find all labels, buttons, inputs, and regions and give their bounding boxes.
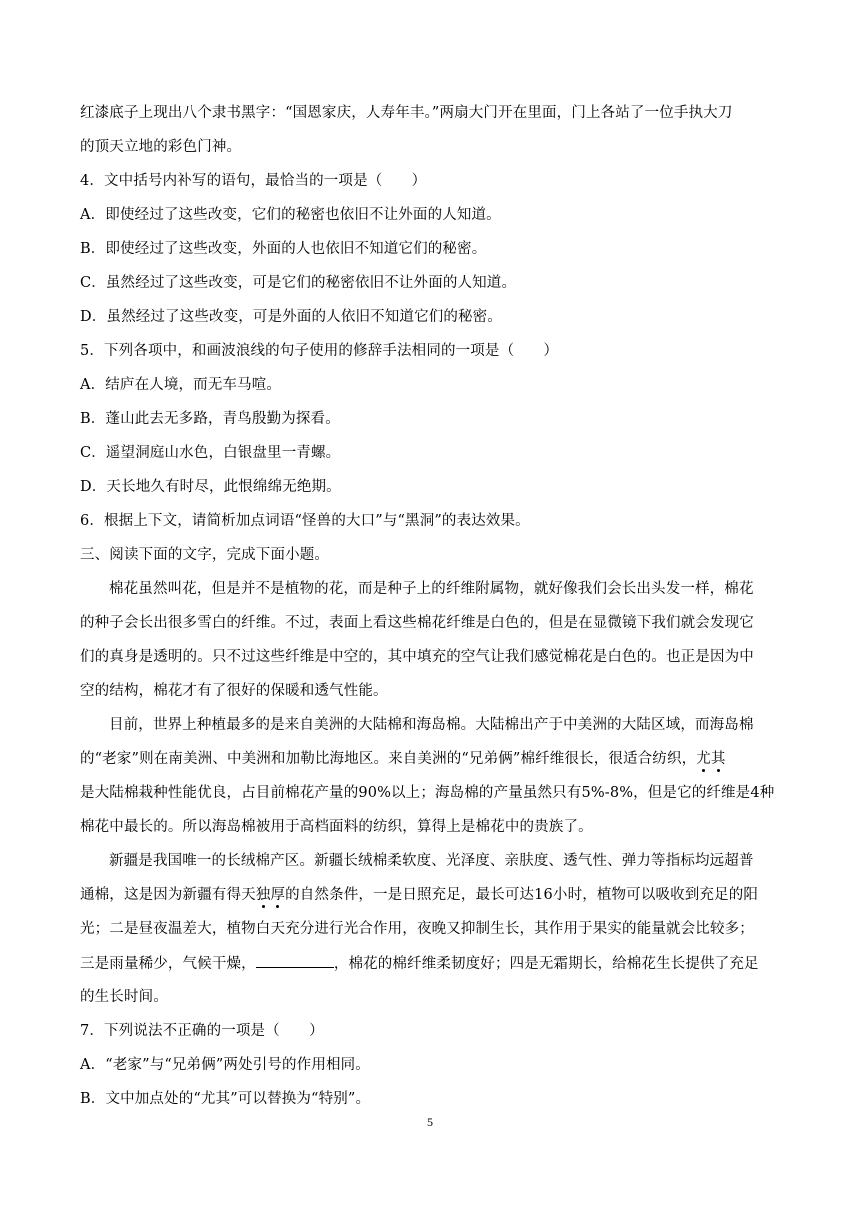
q7-stem: 7．下列说法不正确的一项是（ ） [80,1023,324,1039]
passage-p3-line-4 [80,953,759,973]
q4-stem: 4．文中括号内补写的语句，最恰当的一项是（ ） [80,173,427,189]
passage-p3-line-2-text-cont: 的自然条件，一是日照充足，最长可达16小时，植物可以吸收到充足的阳 [285,887,759,903]
q5-stem: 5．下列各项中，和画波浪线的句子使用的修辞手法相同的一项是（ ） [80,343,559,359]
q4-option-d: D．虽然经过了这些改变，可是外面的人依旧不知道它们的秘密。 [80,309,502,325]
passage-p2-line-2 [80,749,726,769]
emphasis-dot-char: 尤 [696,751,711,767]
q7-option-b: B．文中加点处的“尤其”可以替换为“特别”。 [80,1091,371,1107]
emphasis-dot-char: 厚 [270,887,286,903]
q5-option-c: C．遥望洞庭山水色，白银盘里一青螺。 [80,445,341,461]
emphasis-dot-char: 其 [710,751,726,767]
q5-option-b: B．蓬山此去无多路，青鸟殷勤为探看。 [80,411,340,427]
passage-p3-line-5: 的生长时间。 [80,989,168,1005]
q5-option-d: D．天长地久有时尽，此恨绵绵无绝期。 [80,479,341,495]
passage-p3-line-3: 光；二是昼夜温差大，植物白天充分进行光合作用，夜晚又抑制生长，其作用于果实的能量就会比较多； [80,921,754,937]
passage-p1-line-3: 们的真身是透明的。只不过这些纤维是中空的，其中填充的空气让我们感觉棉花是白色的。也正是因为中 [80,649,754,665]
fill-in-blank[interactable] [256,953,334,968]
q5-option-a: A．结庐在人境，而无车马喧。 [80,377,282,393]
passage-p1-line-4: 空的结构，棉花才有了很好的保暖和透气性能。 [80,683,388,699]
q6-stem: 6．根据上下文，请简析加点词语“怪兽的大口”与“黑洞”的表达效果。 [80,513,530,529]
passage-p1-line-1: 棉花虽然叫花，但是并不是植物的花，而是种子上的纤维附属物，就好像我们会长出头发一样，棉花 [109,581,754,597]
page-number: 5 [427,1115,433,1129]
passage-p3-line-1: 新疆是我国唯一的长绒棉产区。新疆长绒棉柔软度、光泽度、亲肤度、透气性、弹力等指标均远超普 [109,853,754,869]
passage-p2-line-4: 棉花中最长的。所以海岛棉被用于高档面料的纺织，算得上是棉花中的贵族了。 [80,819,593,835]
prev-passage-line-2: 的顶天立地的彩色门神。 [80,139,242,155]
q4-option-b: B．即使经过了这些改变，外面的人也依旧不知道它们的秘密。 [80,241,487,257]
emphasis-dot-char: 独 [255,887,271,903]
passage-p2-line-2-text: 的“老家”则在南美洲、中美洲和加勒比海地区。来自美洲的“兄弟俩”棉纤维很长，很适合纺织， [80,751,697,767]
prev-passage-line-1: 红漆底子上现出八个隶书黑字：“国恩家庆，人寿年丰。”两扇大门开在里面，门上各站了一位手执大刀 [80,105,733,121]
section3-heading: 三、阅读下面的文字，完成下面小题。 [80,547,330,563]
q7-option-a: A．“老家”与“兄弟俩”两处引号的作用相同。 [80,1057,370,1073]
passage-p1-line-2: 的种子会长出很多雪白的纤维。不过，表面上看这些棉花纤维是白色的，但是在显微镜下我们就会发现它 [80,615,754,631]
passage-p3-line-4-text: 三是雨量稀少，气候干燥， [80,956,256,972]
passage-p2-line-1: 目前，世界上种植最多的是来自美洲的大陆棉和海岛棉。大陆棉出产于中美洲的大陆区域，而海岛棉 [109,717,754,733]
q4-option-c: C．虽然经过了这些改变，可是它们的秘密依旧不让外面的人知道。 [80,275,517,291]
passage-p3-line-2-text: 通棉，这是因为新疆有得天 [80,887,256,903]
passage-p3-line-4-text-cont: ，棉花的棉纤维柔韧度好；四是无霜期长，给棉花生长提供了充足 [333,956,759,972]
passage-p2-line-3: 是大陆棉栽种性能优良，占目前棉花产量的90%以上；海岛棉的产量虽然只有5%-8%，但是它的纤维是4种 [80,785,775,801]
passage-p3-line-2 [80,885,758,905]
q4-option-a: A．即使经过了这些改变，它们的秘密也依旧不让外面的人知道。 [80,207,501,223]
